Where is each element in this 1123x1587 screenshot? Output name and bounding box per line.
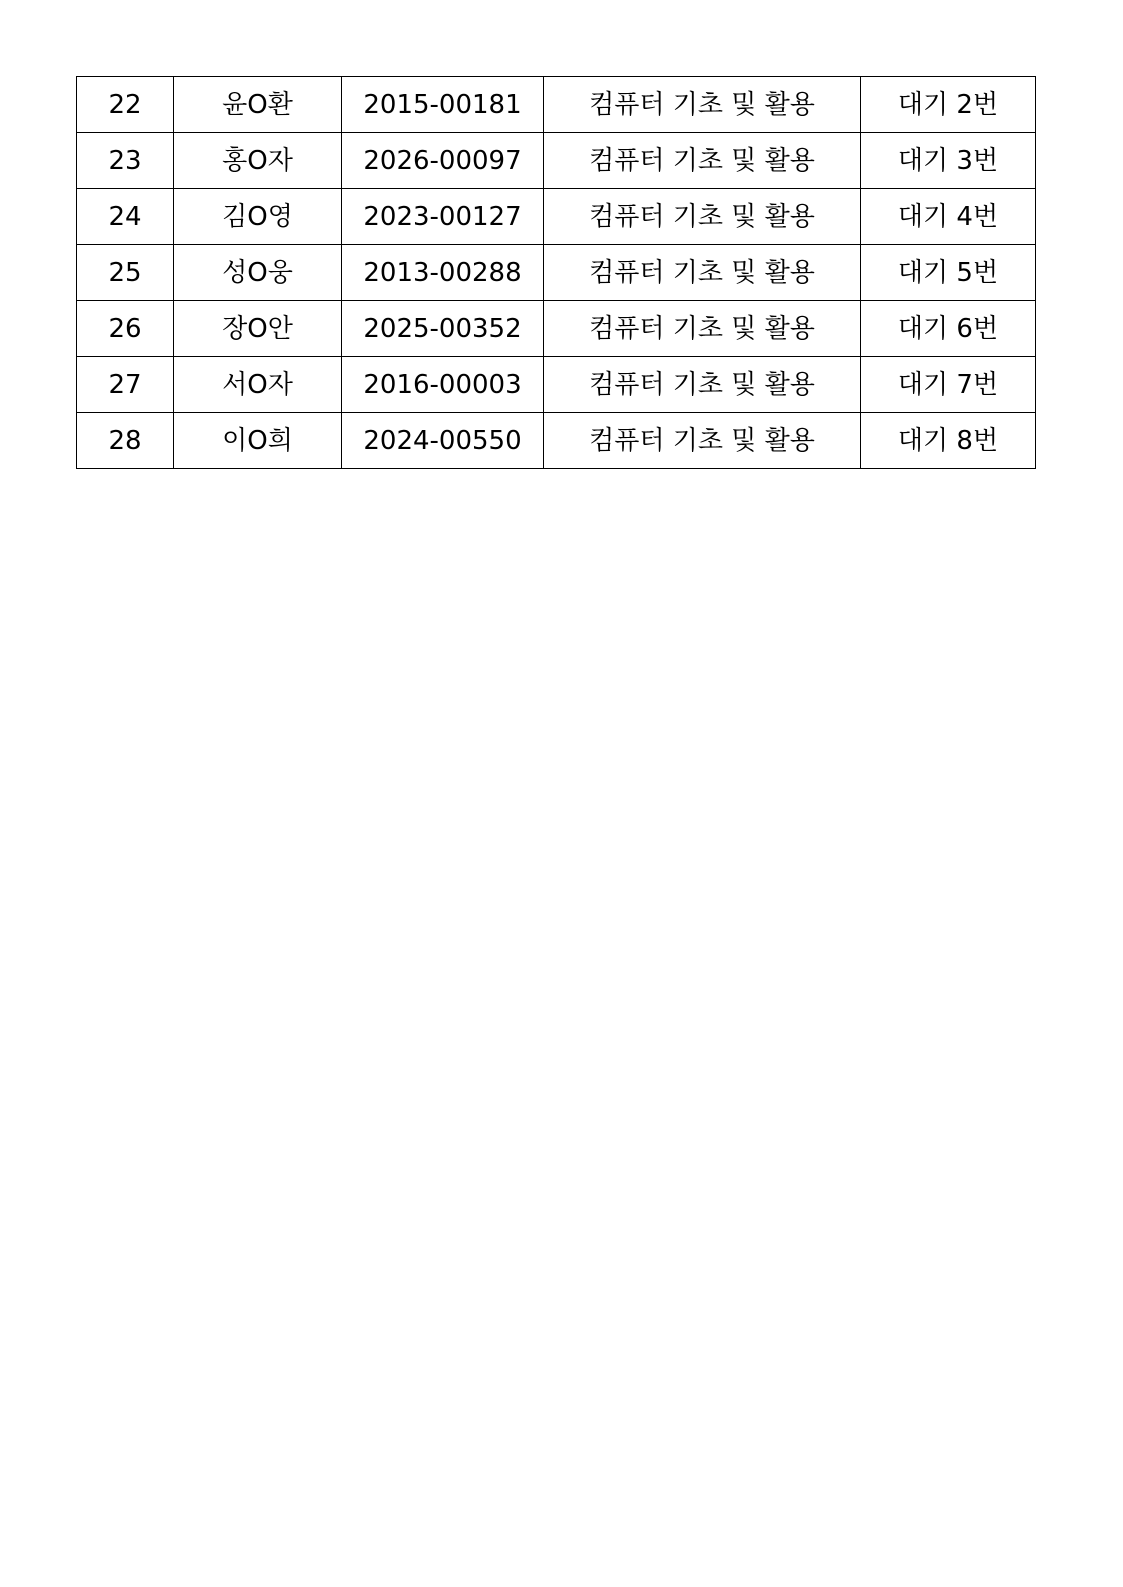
table-row [77, 357, 1036, 413]
row-number-cell: 25 [77, 245, 174, 301]
course-cell: 컴퓨터 기초 및 활용 [544, 189, 861, 245]
row-number-cell: 24 [77, 189, 174, 245]
member-id-cell: 2023-00127 [342, 189, 544, 245]
name-cell: 장O안 [174, 301, 342, 357]
course-cell: 컴퓨터 기초 및 활용 [544, 77, 861, 133]
status-cell: 대기 4번 [861, 189, 1036, 245]
status-cell: 대기 5번 [861, 245, 1036, 301]
name-cell: 성O웅 [174, 245, 342, 301]
row-number-cell: 27 [77, 357, 174, 413]
waitlist-table [76, 76, 1036, 469]
status-cell: 대기 7번 [861, 357, 1036, 413]
status-cell: 대기 8번 [861, 413, 1036, 469]
table-row [77, 189, 1036, 245]
course-cell: 컴퓨터 기초 및 활용 [544, 245, 861, 301]
member-id-cell: 2024-00550 [342, 413, 544, 469]
name-cell: 윤O환 [174, 77, 342, 133]
member-id-cell: 2013-00288 [342, 245, 544, 301]
name-cell: 이O희 [174, 413, 342, 469]
table-row [77, 413, 1036, 469]
name-cell: 홍O자 [174, 133, 342, 189]
table-row [77, 245, 1036, 301]
table-row [77, 301, 1036, 357]
course-cell: 컴퓨터 기초 및 활용 [544, 133, 861, 189]
row-number-cell: 22 [77, 77, 174, 133]
member-id-cell: 2015-00181 [342, 77, 544, 133]
member-id-cell: 2016-00003 [342, 357, 544, 413]
table-row [77, 133, 1036, 189]
member-id-cell: 2026-00097 [342, 133, 544, 189]
status-cell: 대기 3번 [861, 133, 1036, 189]
status-cell: 대기 6번 [861, 301, 1036, 357]
member-id-cell: 2025-00352 [342, 301, 544, 357]
row-number-cell: 28 [77, 413, 174, 469]
row-number-cell: 26 [77, 301, 174, 357]
status-cell: 대기 2번 [861, 77, 1036, 133]
course-cell: 컴퓨터 기초 및 활용 [544, 413, 861, 469]
waitlist-table-body [77, 77, 1036, 469]
name-cell: 서O자 [174, 357, 342, 413]
table-row [77, 77, 1036, 133]
row-number-cell: 23 [77, 133, 174, 189]
name-cell: 김O영 [174, 189, 342, 245]
course-cell: 컴퓨터 기초 및 활용 [544, 357, 861, 413]
course-cell: 컴퓨터 기초 및 활용 [544, 301, 861, 357]
